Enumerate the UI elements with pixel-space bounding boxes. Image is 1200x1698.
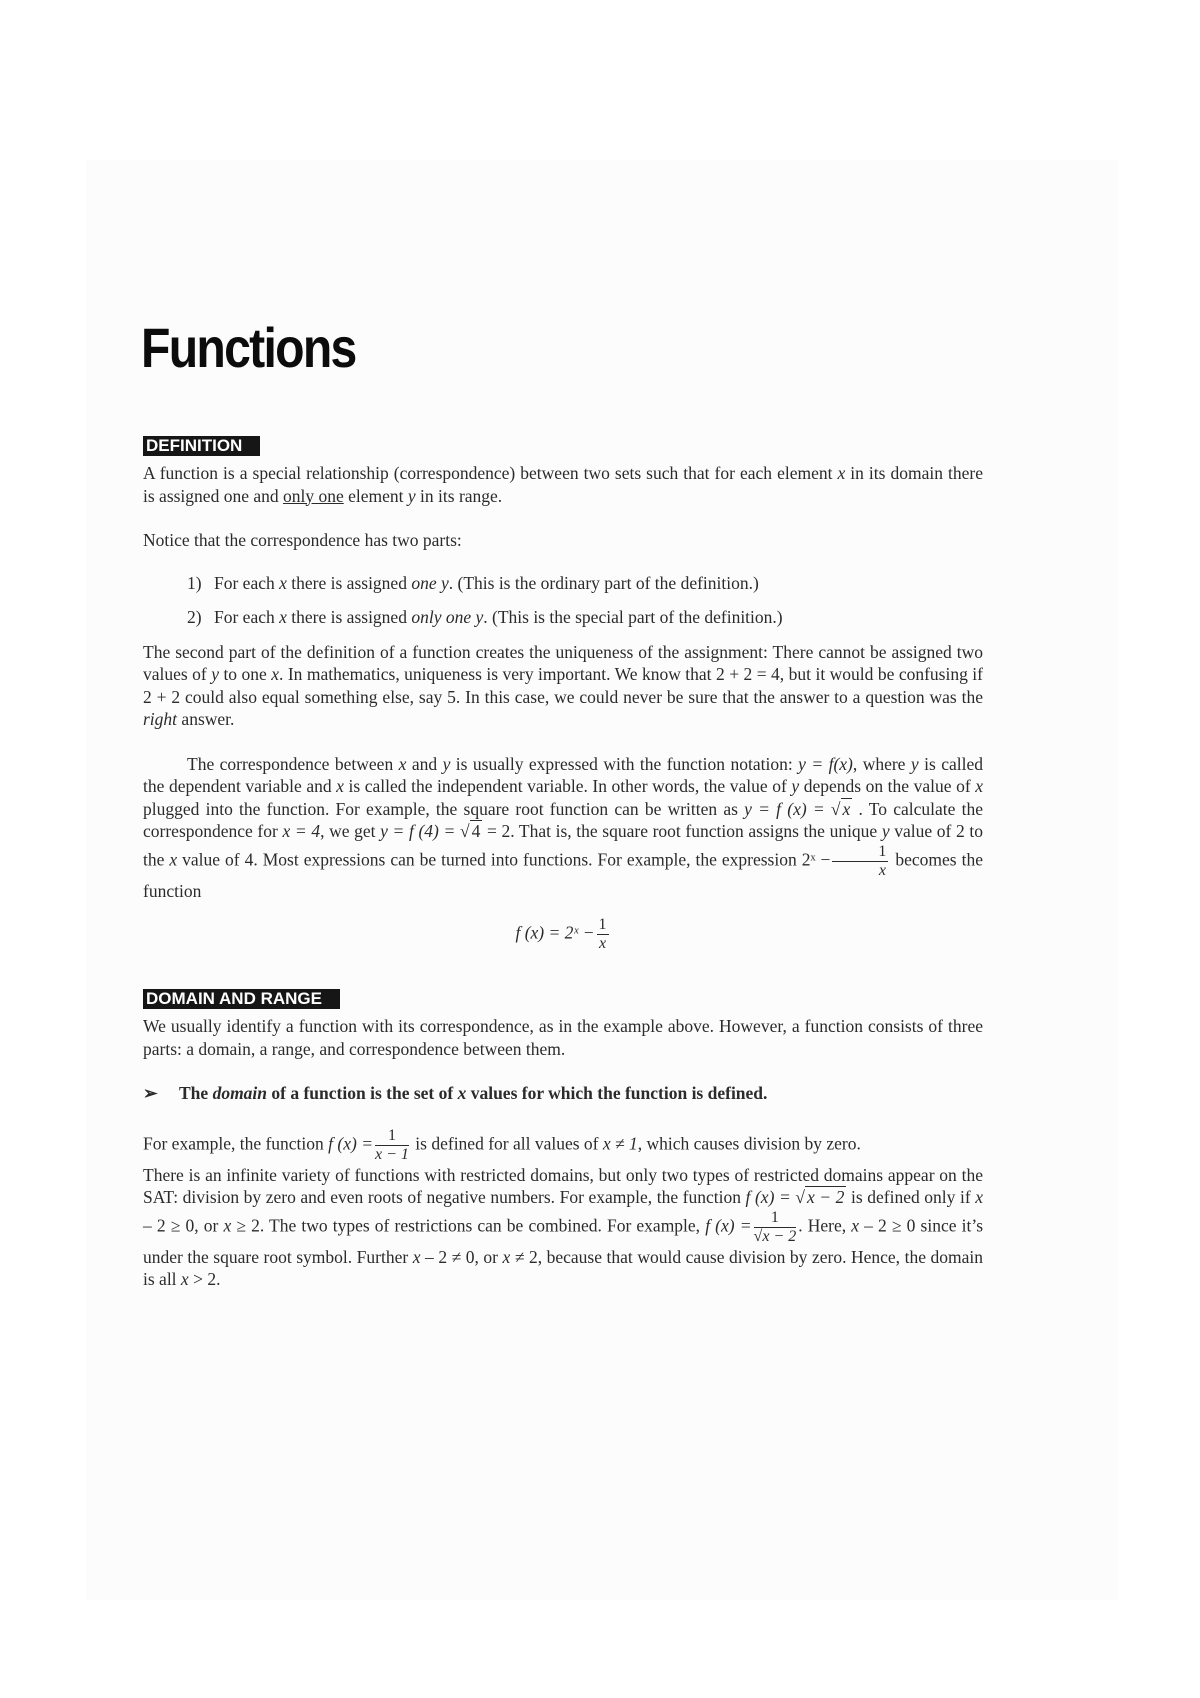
domain-fraction: $\frac{1}{x - 1}$ xyxy=(375,1126,409,1163)
page-title: Functions xyxy=(141,316,356,379)
domain-rule: ➢ The domain of a function is the set of x values for which the function is defined. xyxy=(143,1083,768,1103)
sqrt-example: y = f (4) = √ 4 = 2 xyxy=(380,821,511,841)
definition-paragraph-2: Notice that the correspondence has two parts: xyxy=(143,530,462,550)
definition-list xyxy=(187,572,983,629)
definition-paragraph-3: The second part of the definition of a function creates the uniqueness of the assignment: There cannot be assigned two values of y to one x. In mathematics, uniqueness is very important. We know that 2 + 2 = 4, but it would be confusing if 2 + 2 could also equal something else, say 5. In this case, we could never be sure that the answer to a question was the right answer. xyxy=(143,641,983,729)
page-content xyxy=(143,318,983,1291)
definition-paragraph-4: The correspondence between x and y is usually expressed with the function notation: y = f(x), where y is called the dependent variable and x is called the independent variable. In other words, the value of y depends on the value of x plugged into the function. For example, the square root function can be written as y = f (x) = √ x . To calculate the correspondence for x = 4, we get y = f (4) = √ 4 = 2. That is, the square root function assigns the unique y value of 2 to the x value of 4. Most expressions can be turned into functions. For example, the expression 2ˣ − $\frac{1}{x}$ becomes the function xyxy=(143,753,983,901)
domain-paragraph-1: We usually identify a function with its correspondence, as in the example above. However, a function consists of three parts: a domain, a range, and correspondence between them. xyxy=(143,1016,983,1059)
list-item: 2) For each x there is assigned only one y. (This is the special part of the definition.) xyxy=(187,607,783,627)
equation-fraction: $\frac{1}{x}$ xyxy=(598,916,607,952)
inline-fraction: $\frac{1}{x}$ xyxy=(832,843,888,880)
domain-paragraph-2: For example, the function f (x) = $\frac{1}{x - 1}$ is defined for all values of x ≠ 1, which causes division by zero. xyxy=(143,1126,861,1163)
list-item: 1) For each x there is assigned one y. (This is the ordinary part of the definition.) xyxy=(187,572,759,593)
domain-paragraph-3: There is an infinite variety of functions with restricted domains, but only two types of restricted domains appear on the SAT: division by zero and even roots of negative numbers. For example, the function f (x) = √ x − 2 is defined only if x – 2 ≥ 0, or x ≥ 2. The two types of restrictions can be combined. For example, f (x) = $\frac{1}{√x - 2}$ . Here, x – 2 ≥ 0 since it’s under the square root symbol. Further x – 2 ≠ 0, or x ≠ 2, because that would cause division by zero. Hence, the domain is all x > 2. xyxy=(143,1164,984,1289)
arrow-bullet-icon: ➢ xyxy=(143,1083,158,1103)
combined-fraction: $\frac{1}{√x - 2}$ xyxy=(753,1208,797,1245)
section-label-domain-range: DOMAIN AND RANGE xyxy=(143,989,340,1009)
section-label-definition: DEFINITION xyxy=(143,436,260,456)
function-equation: f (x) = 2ˣ − $\frac{1}{x}$ xyxy=(515,916,607,952)
definition-paragraph-1: A function is a special relationship (correspondence) between two sets such that for each element x in its domain there is assigned one and only one element y in its range. xyxy=(143,463,983,506)
sqrt-domain-formula: f (x) = √ x − 2 xyxy=(745,1187,845,1207)
sqrt-formula: y = f (x) = √ x xyxy=(744,798,851,819)
